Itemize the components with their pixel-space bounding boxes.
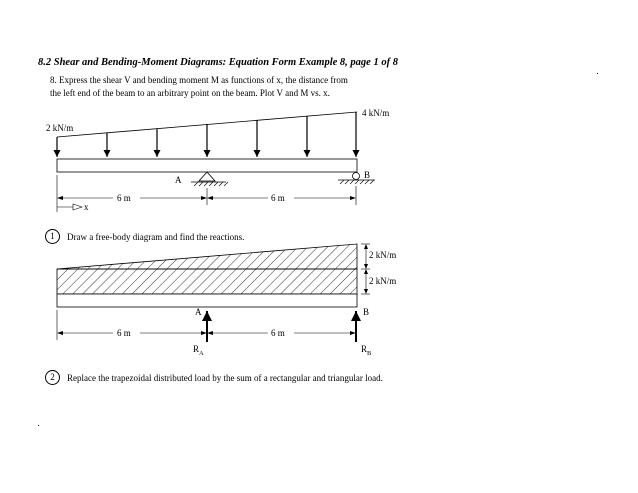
pin-support-a: [191, 172, 228, 186]
step-1: [45, 229, 244, 244]
left-load-label: 2 kN/m: [46, 123, 74, 133]
x-axis-label: x: [84, 202, 89, 212]
step-1-text: Draw a free-body diagram and find the reactions.: [67, 231, 245, 242]
support-a-label: A: [175, 175, 182, 185]
beam-1: [57, 159, 357, 172]
step-1-number: 1: [45, 229, 60, 244]
rectangular-load: [57, 269, 357, 294]
step-2-number: 2: [45, 370, 60, 385]
x-axis-arrow: [57, 204, 82, 210]
reaction-b-label: $R_B$: [361, 344, 372, 357]
right-load-label: 4 kN/m: [362, 108, 390, 118]
reaction-a-label: $R_A$: [193, 344, 204, 357]
loaded-beam-diagram: [46, 108, 389, 212]
load-arrows: [57, 112, 356, 157]
point-b-label: B: [363, 307, 370, 317]
beam-2: [57, 294, 357, 307]
point-a-label: A: [195, 307, 202, 317]
problem-statement-line-2: the left end of the beam to an arbitrary point on the beam. Plot V and M vs. x.: [50, 88, 330, 98]
free-body-diagram: [57, 244, 396, 357]
step-2-text: Replace the trapezoidal distributed load by the sum of a rectangular and triangular load.: [67, 372, 383, 383]
stray-dot: [597, 73, 598, 74]
stray-dot: [38, 425, 39, 426]
span-left-label-2: 6 m: [117, 328, 131, 338]
triangular-load-label: 2 kN/m: [369, 250, 397, 260]
page-title: 8.2 Shear and Bending-Moment Diagrams: Equation Form Example 8, page 1 of 8: [38, 57, 398, 68]
rectangular-load-label: 2 kN/m: [369, 276, 397, 286]
support-b-label: B: [364, 170, 371, 180]
span-right-label-2: 6 m: [271, 328, 285, 338]
triangular-load: [57, 244, 357, 269]
span-right-label-1: 6 m: [271, 193, 285, 203]
step-2: [45, 370, 383, 385]
span-left-label-1: 6 m: [117, 193, 131, 203]
problem-statement-line-1: 8. Express the shear V and bending moment M as functions of x, the distance from: [50, 75, 348, 85]
